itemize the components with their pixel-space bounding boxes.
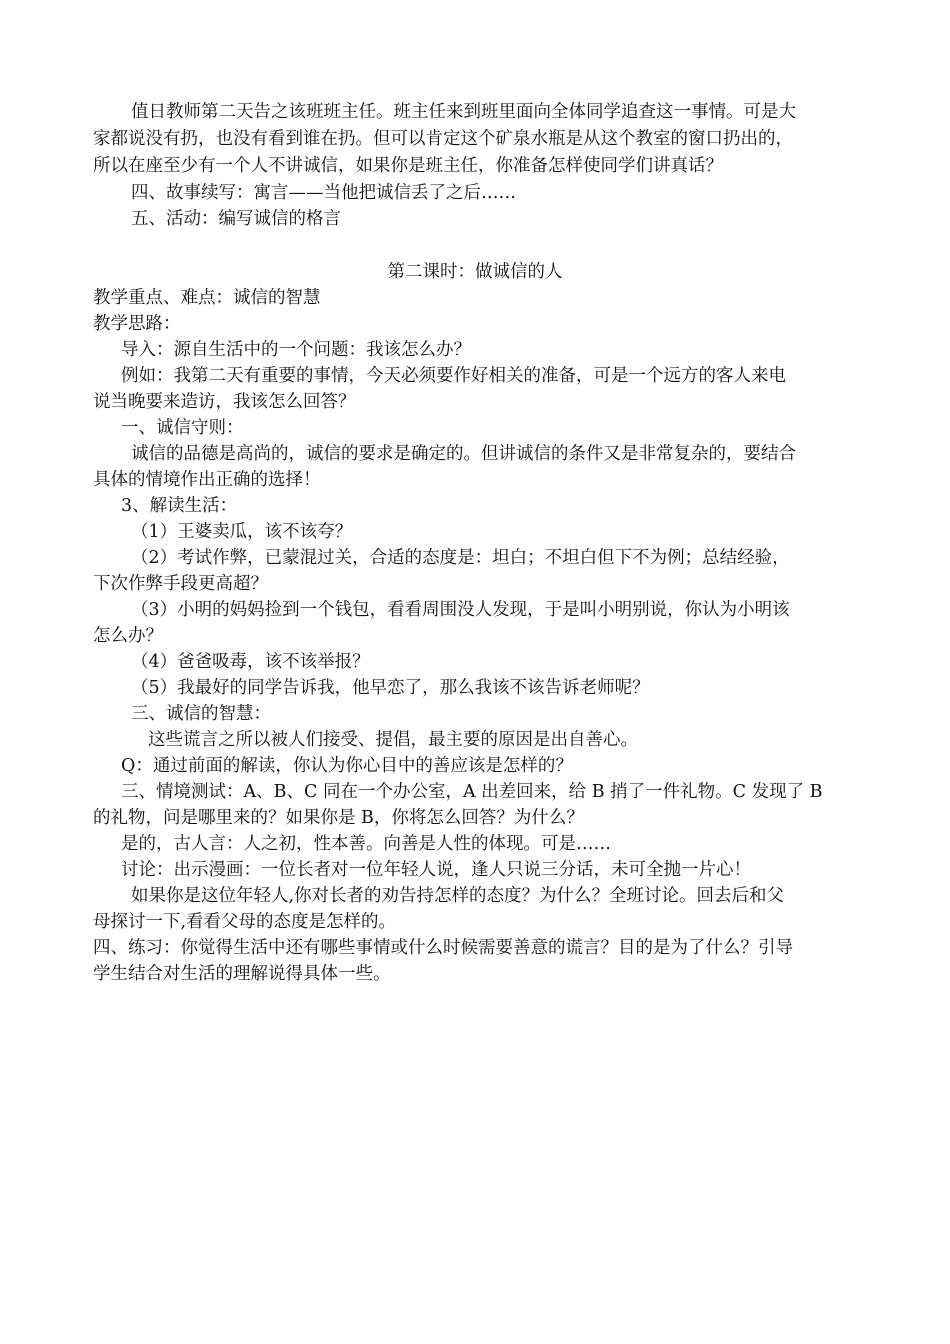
- list-item: （4）爸爸吸毒，该不该举报？: [131, 652, 370, 672]
- paragraph-line: 的礼物，问是哪里来的？如果你是 B，你将怎么回答？为什么？: [93, 808, 584, 828]
- teaching-approach-heading: 教学思路：: [93, 314, 181, 334]
- section-heading: 一、诚信守则：: [121, 418, 244, 438]
- section-heading: 3、解读生活：: [121, 496, 238, 516]
- paragraph-line: 说当晚要来造访，我该怎么回答？: [93, 392, 356, 412]
- lesson-title: 第二课时：做诚信的人: [387, 262, 563, 282]
- list-item: （1）王婆卖瓜，该不该夸？: [131, 522, 353, 542]
- paragraph-line: 三、情境测试：A、B、C 同在一个办公室，A 出差回来，给 B 捎了一件礼物。C 发现了 B: [121, 782, 823, 802]
- paragraph-line: 四、练习：你觉得生活中还有哪些事情或什么时候需要善意的谎言？目的是为了什么？引导: [93, 938, 793, 958]
- list-item: （2）考试作弊，已蒙混过关，合适的态度是：坦白；不坦白但下不为例；总结经验，: [131, 548, 790, 568]
- paragraph-line: 家都说没有扔，也没有看到谁在扔。但可以肯定这个矿泉水瓶是从这个教室的窗口扔出的，: [93, 129, 793, 149]
- teaching-focus: 教学重点、难点：诚信的智慧: [93, 288, 321, 308]
- paragraph-line: 所以在座至少有一个人不讲诚信，如果你是班主任，你准备怎样使同学们讲真话？: [93, 156, 723, 176]
- list-item: （3）小明的妈妈捡到一个钱包，看看周围没人发现，于是叫小明别说，你认为小明该: [131, 600, 790, 620]
- section-heading: 三、诚信的智慧：: [131, 704, 271, 724]
- paragraph-line: 具体的情境作出正确的选择！: [93, 470, 321, 490]
- section-heading: 五、活动：编写诚信的格言: [131, 209, 341, 229]
- list-item-continuation: 下次作弊手段更高超？: [93, 574, 268, 594]
- paragraph-line: 值日教师第二天告之该班班主任。班主任来到班里面向全体同学追查这一事情。可是大: [131, 102, 796, 122]
- section-heading: 四、故事续写：寓言——当他把诚信丢了之后……: [131, 183, 516, 203]
- paragraph-line: 讨论：出示漫画：一位长者对一位年轻人说，逢人只说三分话，未可全抛一片心！: [121, 860, 751, 880]
- paragraph-line: 导入：源自生活中的一个问题：我该怎么办？: [121, 340, 471, 360]
- paragraph-line: 学生结合对生活的理解说得具体一些。: [93, 964, 391, 984]
- paragraph-line: 是的，古人言：人之初，性本善。向善是人性的体现。可是……: [121, 834, 611, 854]
- paragraph-line: 如果你是这位年轻人,你对长者的劝告持怎样的态度？为什么？全班讨论。回去后和父: [131, 886, 785, 906]
- paragraph-line: Q：通过前面的解读，你认为你心目中的善应该是怎样的？: [121, 756, 573, 776]
- list-item: （5）我最好的同学告诉我，他早恋了，那么我该不该告诉老师呢？: [131, 678, 650, 698]
- paragraph-line: 母探讨一下,看看父母的态度是怎样的。: [93, 912, 397, 932]
- paragraph-line: 这些谎言之所以被人们接受、提倡，最主要的原因是出自善心。: [148, 730, 638, 750]
- paragraph-line: 诚信的品德是高尚的，诚信的要求是确定的。但讲诚信的条件又是非常复杂的，要结合: [131, 444, 796, 464]
- paragraph-line: 例如：我第二天有重要的事情，今天必须要作好相关的准备，可是一个远方的客人来电: [121, 366, 786, 386]
- list-item-continuation: 怎么办？: [93, 626, 163, 646]
